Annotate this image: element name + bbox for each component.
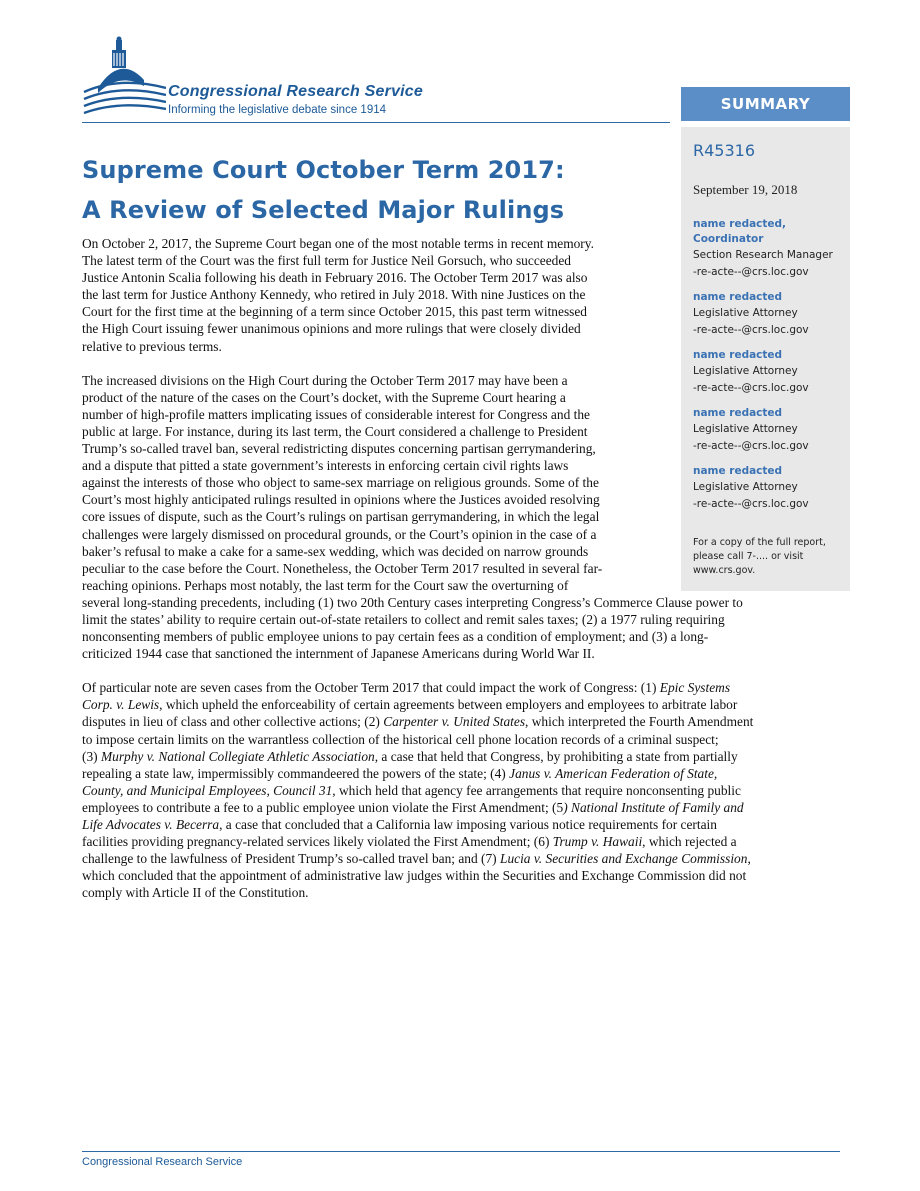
case-name: Lucia v. Securities and Exchange Commission — [500, 851, 748, 867]
report-date: September 19, 2018 — [693, 182, 798, 197]
text-line: relative to previous terms. — [82, 338, 222, 354]
contact-title: Legislative Attorney — [693, 365, 798, 377]
text-run: , a case that concluded that a California law imposing various notice requirements for certain — [219, 817, 717, 832]
case-name: ) National Institute of Family and — [563, 799, 744, 815]
text-line: The latest term of the Court was the first full term for Justice Neil Gorsuch, who succeeded — [82, 253, 571, 269]
text-line — [82, 765, 842, 782]
capitol-dome-icon — [82, 36, 166, 120]
text-line: Court for the first time at the beginning of a term since October 2015, this past term witnessed — [82, 304, 588, 320]
text-line: product of the nature of the cases on the Court’s docket, with the Supreme Court hearing a — [82, 389, 566, 405]
text-run: Of particular note are seven cases from the October Term 2017 that could impact the work of Congress: (1) — [82, 680, 660, 696]
text-line: several long-standing precedents, including (1) two 20th Century cases interpreting Congress’s Commerce Clause power to — [82, 594, 743, 610]
contact-title: Section Research Manager — [693, 249, 833, 261]
text-line — [82, 867, 842, 884]
paragraph-1 — [82, 235, 842, 355]
text-line: challenges were largely dismissed on procedural grounds, or the Court’s opinion in the case of a — [82, 526, 597, 542]
text-line — [82, 713, 842, 730]
text-line: Court’s most highly anticipated rulings resulted in opinions where the Justices avoided resolving — [82, 492, 600, 508]
text-line — [82, 799, 842, 816]
text-run: , which upheld the enforceability of certain agreements between employers and employees to arbitrate labor — [159, 697, 738, 713]
full-report-line: For a copy of the full report, — [693, 537, 826, 548]
text-line: Justice Antonin Scalia following his death in February 2016. The October Term 2017 was also — [82, 270, 588, 286]
text-line — [82, 884, 842, 901]
footer-divider — [82, 1151, 840, 1152]
text-run: , which rejected a — [642, 834, 737, 850]
text-line: core issues of dispute, such as the Court’s rulings on partisan gerrymandering, in which the legal — [82, 509, 600, 525]
contact-title: Legislative Attorney — [693, 307, 798, 319]
contact-name: name redacted — [693, 465, 783, 477]
case-name: Carpenter v. United States — [383, 714, 526, 730]
text-run: , a case that held that Congress, by prohibiting a state from partially — [374, 748, 738, 764]
summary-heading: SUMMARY — [681, 87, 850, 121]
text-run: which concluded that the appointment of administrative law judges within the Securities and Exchange Commission did not — [82, 868, 747, 884]
contact-title: Legislative Attorney — [693, 481, 798, 493]
contact-role: Coordinator — [693, 233, 764, 245]
text-line: reaching opinions. Perhaps most notably, the last term for the Court saw the overturning of — [82, 577, 569, 593]
text-line: The increased divisions on the High Court during the October Term 2017 may have been a — [82, 372, 568, 388]
sidebar-gap — [681, 121, 850, 127]
contact-email[interactable]: -re-acte--@crs.loc.gov — [693, 382, 809, 394]
text-run: to impose certain limits on the warrantless collection of the historical cell phone location records of a criminal suspect; — [82, 731, 719, 747]
text-line — [82, 696, 842, 713]
case-name: Corp. v. Lewis — [82, 697, 160, 713]
text-line: peculiar to the case before the Court. Nonetheless, the October Term 2017 resulted in several far- — [82, 560, 603, 576]
text-line: the last term for Justice Anthony Kennedy, who retired in July 2018. With nine Justices on the — [82, 287, 586, 303]
text-line — [82, 679, 842, 696]
text-line — [82, 816, 842, 833]
text-line: nonconsenting members of public employee unions to pay certain fees as a condition of employment; and (3) a long- — [82, 629, 709, 645]
title-line: A Review of Selected Major Rulings — [82, 196, 565, 224]
full-report-line: please call 7-.... or visit — [693, 551, 804, 562]
org-tagline: Informing the legislative debate since 1914 — [168, 104, 387, 116]
text-line — [82, 748, 842, 765]
text-line: criticized 1944 case that sanctioned the internment of Japanese Americans during World War II. — [82, 646, 595, 662]
text-line: number of high-profile matters implicating issues of considerable interest for Congress and the — [82, 406, 590, 422]
text-line — [82, 731, 842, 748]
contact-name: name redacted — [693, 349, 783, 361]
text-run: comply with Article II of the Constitution. — [82, 885, 309, 901]
text-line: against the interests of those who object to same-sex marriage on religious grounds. Some of the — [82, 475, 599, 491]
case-name: County, and Municipal Employees, Council 31 — [82, 782, 333, 798]
contact-name: name redacted — [693, 291, 783, 303]
full-report-link[interactable]: www.crs.gov. — [693, 565, 756, 576]
text-run: , which interpreted the Fourth Amendment — [525, 714, 754, 730]
paragraph-2 — [82, 372, 842, 663]
contact-email[interactable]: -re-acte--@crs.loc.gov — [693, 266, 809, 278]
text-line — [82, 782, 842, 799]
contact-name: name redacted, — [693, 218, 787, 230]
title-line: Supreme Court October Term 2017: — [82, 156, 565, 184]
org-name: Congressional Research Service — [168, 83, 424, 100]
text-run: , — [747, 851, 751, 867]
text-line: Trump’s so-called travel ban, several redistricting disputes concerning partisan gerrymandering, — [82, 441, 596, 457]
summary-body — [82, 235, 842, 901]
footer-label: Congressional Research Service — [82, 1156, 243, 1168]
contact-email[interactable]: -re-acte--@crs.loc.gov — [693, 440, 809, 452]
text-run: repealing a state law, impermissibly commandeered the powers of the state; (4) — [82, 765, 510, 781]
header-divider — [82, 122, 670, 123]
case-name: Trump v. Hawaii — [552, 834, 643, 850]
text-line: public at large. For instance, during its last term, the Court considered a challenge to President — [82, 423, 588, 439]
case-name: Murphy v. National Collegiate Athletic Association — [100, 748, 375, 764]
text-line: the High Court issuing fewer unanimous opinions and more rulings that were closely divided — [82, 321, 581, 337]
report-number: R45316 — [693, 141, 756, 160]
paragraph-3 — [82, 679, 842, 901]
text-line — [82, 850, 842, 867]
text-run: facilities providing pregnancy-related services likely violated the First Amendment; (6) — [82, 834, 553, 850]
text-line: and a dispute that pitted a state government’s interests in enforcing certain civil rights laws — [82, 458, 569, 474]
case-name: Janus v. American Federation of State, — [509, 765, 718, 781]
crs-logo — [82, 36, 472, 122]
text-line: baker’s refusal to make a cake for a same-sex wedding, which was decided on narrow grounds — [82, 543, 589, 559]
case-name: Life Advocates v. Becerra — [82, 817, 220, 832]
contact-title: Legislative Attorney — [693, 423, 798, 435]
text-run: employees to contribute a fee to a public employee union violate the First Amendment; (5 — [82, 799, 564, 815]
text-line — [82, 833, 842, 850]
text-run: (3) — [82, 748, 101, 764]
page-title — [82, 150, 672, 230]
contact-name: name redacted — [693, 407, 783, 419]
contact-email[interactable]: -re-acte--@crs.loc.gov — [693, 498, 809, 510]
text-line: limit the states’ ability to require certain out-of-state retailers to collect and remit sales taxes; (2) a 1977 ruling requiring — [82, 611, 725, 627]
text-run: challenge to the lawfulness of President Trump’s so-called travel ban; and (7) — [82, 851, 500, 867]
text-run: disputes in lieu of class and other collective actions; (2) — [82, 714, 384, 730]
case-name: Epic Systems — [659, 680, 731, 696]
text-line: On October 2, 2017, the Supreme Court began one of the most notable terms in recent memory. — [82, 236, 594, 251]
contact-email[interactable]: -re-acte--@crs.loc.gov — [693, 324, 809, 336]
text-run: , which held that agency fee arrangements that require nonconsenting public — [332, 782, 741, 798]
